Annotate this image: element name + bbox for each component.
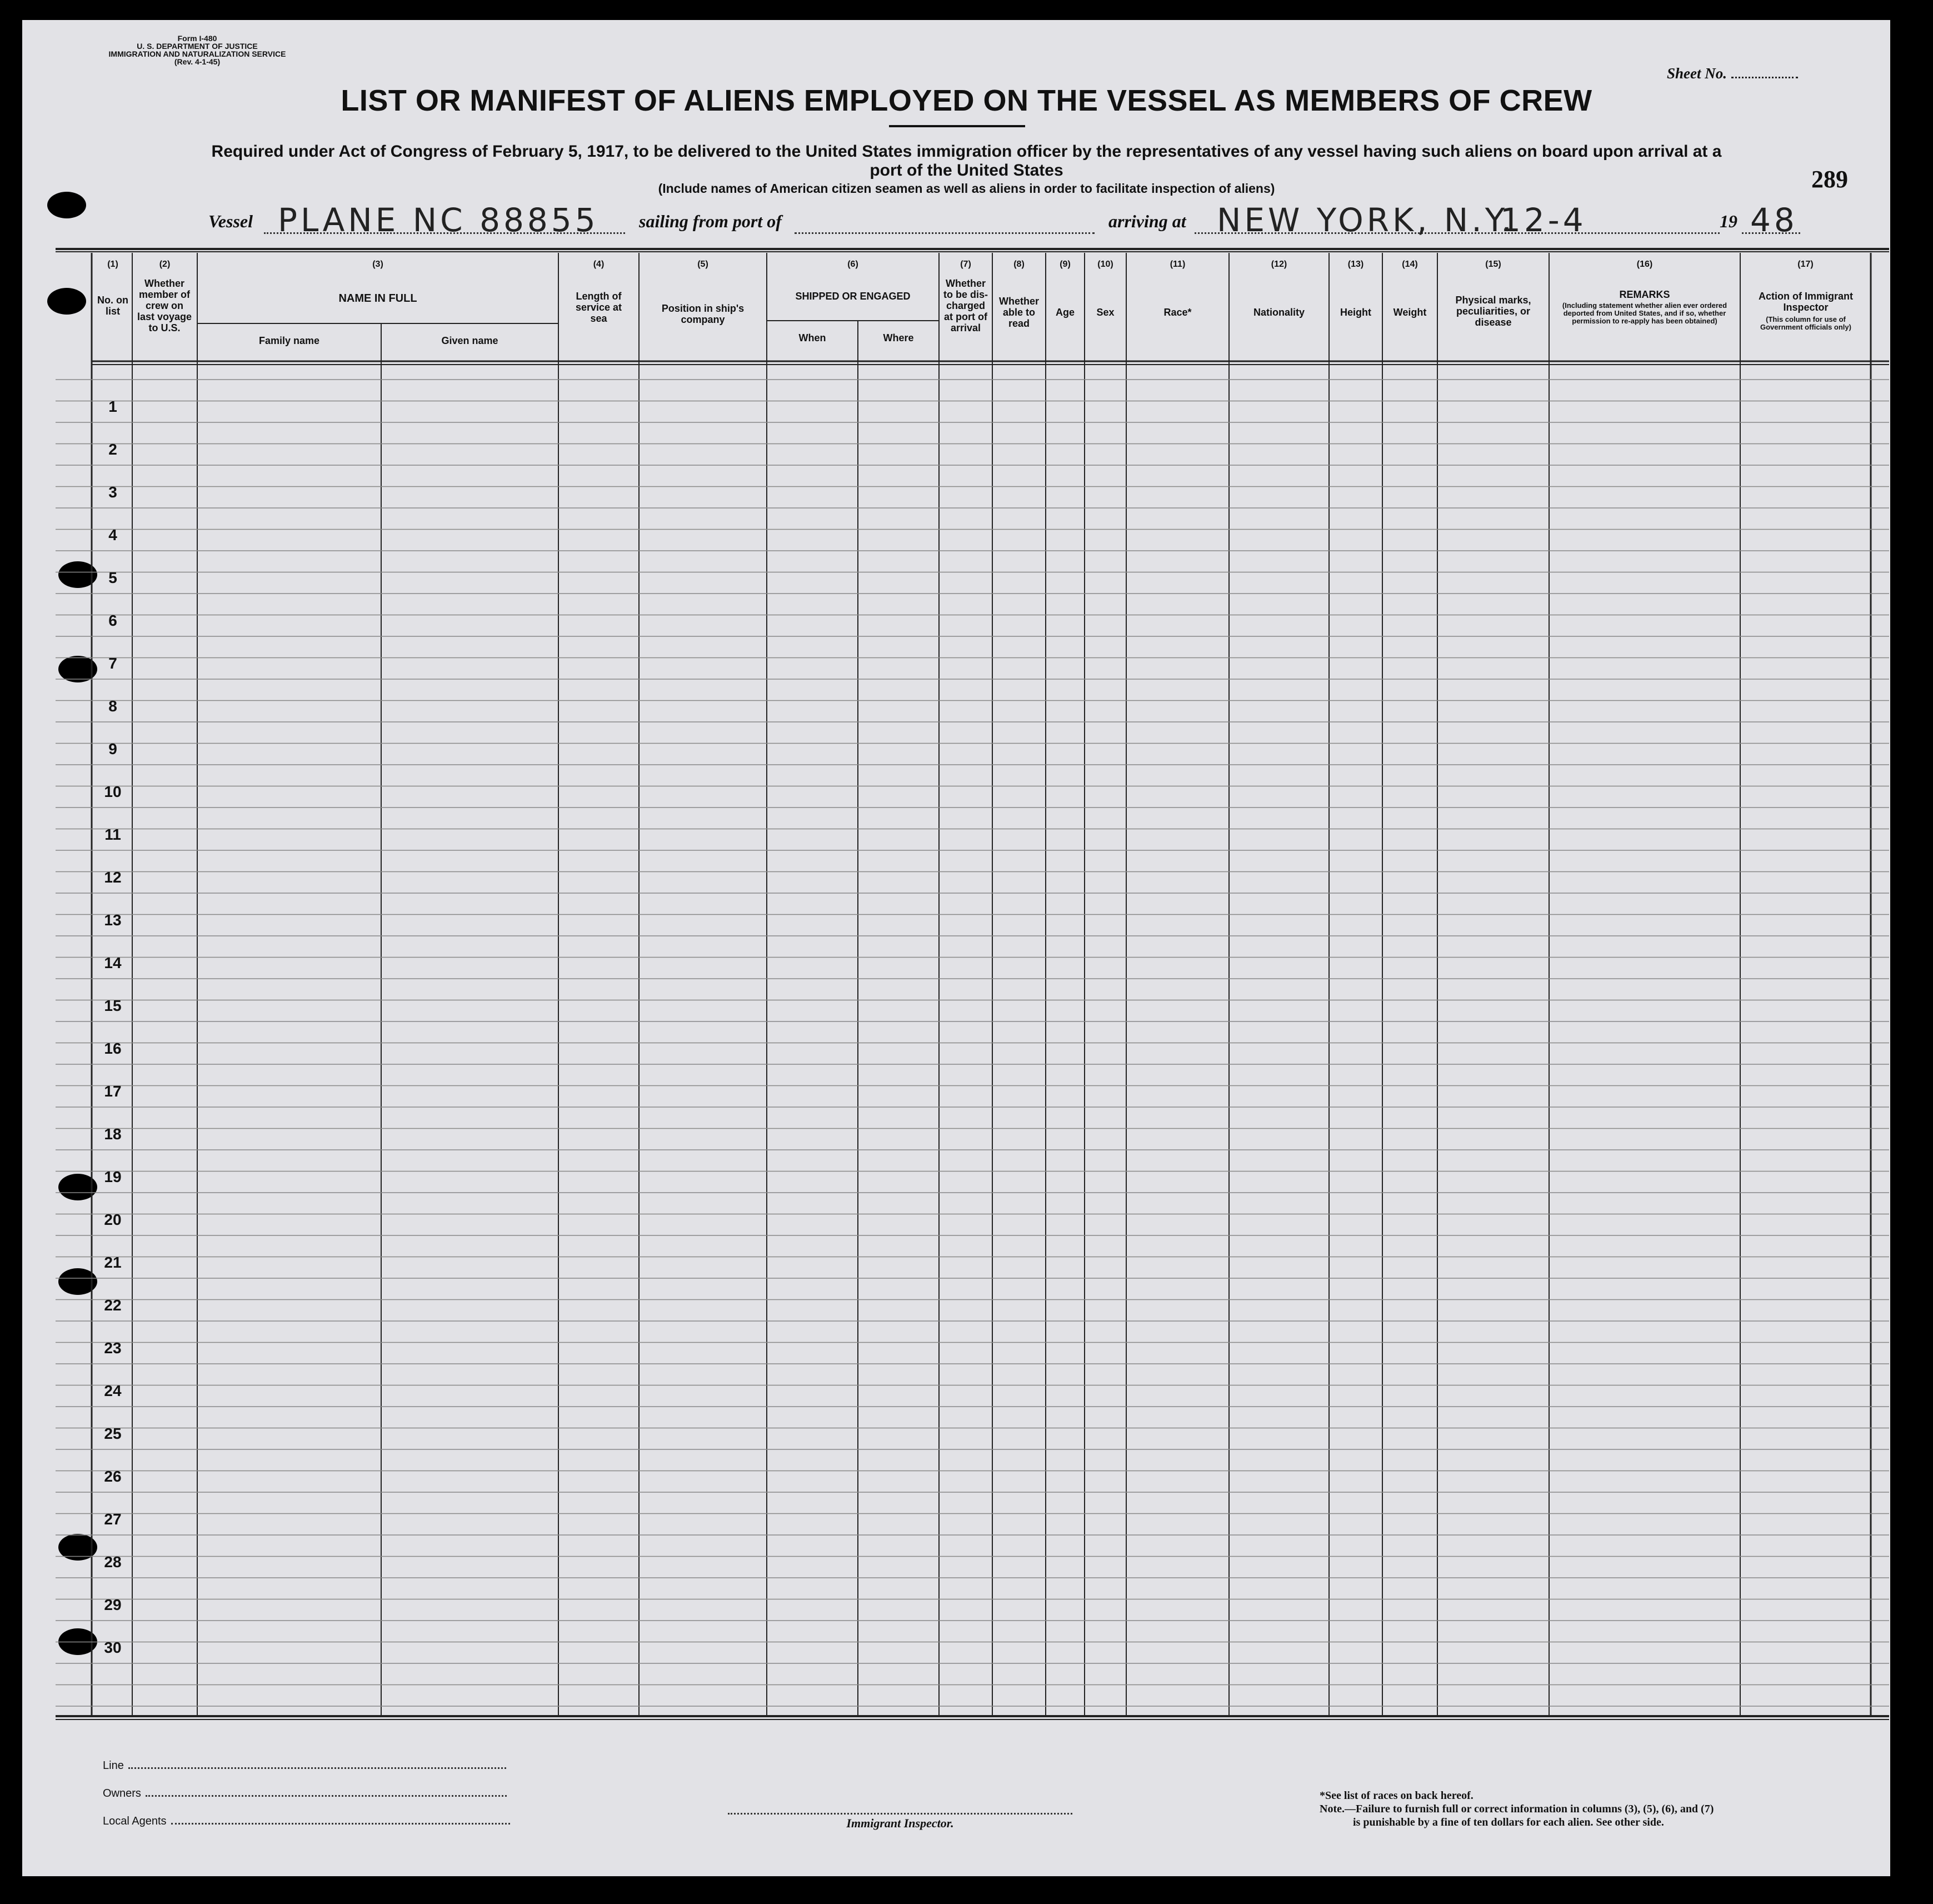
row-number: 26 [104,1468,122,1485]
penalty-note-2: is punishable by a fine of ten dollars for each alien. See other side. [1353,1816,1664,1828]
col-16-num: (16) [1636,260,1653,269]
col-15-num: (15) [1485,260,1501,269]
vessel-label: Vessel [208,211,253,231]
form-dept: U. S. DEPARTMENT OF JUSTICE [137,42,258,51]
row-number: 11 [104,826,121,843]
subtitle-line-1: Required under Act of Congress of February 5, 1917, to be delivered to the United States immigration officer by the representatives of any vessel having such aliens on board upon arrival at a [211,142,1722,161]
form-rev: (Rev. 4-1-45) [174,57,221,66]
col-3-label: NAME IN FULL [338,292,417,305]
col-2-label: Whether member of crew on last voyage to U.S. [137,278,192,333]
col-10-num: (10) [1097,260,1113,269]
col-2-num: (2) [159,260,171,269]
family-name-header: Family name [258,335,320,346]
col-11-label: Race* [1163,307,1192,318]
col-1-num: (1) [107,260,118,269]
col-17-num: (17) [1797,260,1814,269]
form-number: Form I-480 [177,34,217,43]
row-number: 19 [104,1168,122,1185]
row-number: 27 [104,1511,122,1528]
row-number: 22 [104,1297,122,1314]
col-7-num: (7) [960,260,971,269]
row-number: 8 [108,697,117,715]
owners-field[interactable] [103,1787,507,1800]
row-number: 6 [108,612,117,629]
local-agents-label: Local Agents [103,1815,167,1827]
penalty-note [1320,1803,1714,1816]
row-number: 2 [108,441,117,458]
col-12-label: Nationality [1253,307,1305,318]
row-number: 29 [104,1596,122,1613]
year-prefix: 19 [1720,211,1737,231]
col-12-num: (12) [1271,260,1287,269]
action-note: (This column for use of Government officials only) [1760,315,1851,331]
given-name-header: Given name [441,335,498,346]
row-number: 13 [104,911,122,929]
when-header: When [798,332,826,343]
col-4-num: (4) [593,260,605,269]
form-service: IMMIGRATION AND NATURALIZATION SERVICE [108,49,286,58]
row-number: 24 [104,1382,122,1399]
col-5-num: (5) [697,260,708,269]
arriving-label: arriving at [1108,211,1186,231]
inspector-label: Immigrant Inspector. [846,1816,954,1830]
row-number: 3 [108,484,117,501]
row-number: 25 [104,1425,122,1442]
row-number: 5 [108,569,117,586]
line-label: Line [103,1760,124,1772]
row-number: 17 [104,1083,122,1100]
col-3-num: (3) [372,260,383,269]
col-10-label: Sex [1096,307,1115,318]
local-agents-field[interactable] [103,1815,510,1828]
row-number: 4 [108,526,117,544]
row-number: 10 [104,783,122,800]
row-number: 7 [108,655,117,672]
col-11-num: (11) [1170,260,1186,269]
arrival-year-field[interactable]: 48 [1750,201,1798,239]
races-note: *See list of races on back hereof. [1320,1790,1474,1802]
col-6-label: SHIPPED OR ENGAGED [795,291,911,302]
remarks-note: (Including statement whether alien ever ordered deported from United States, and if so, whether permission to re-apply has been obtained) [1562,301,1727,325]
subtitle-note: (Include names of American citizen seamen as well as aliens in order to facilitate inspection of aliens) [658,181,1275,196]
col-14-num: (14) [1402,260,1418,269]
row-number: 28 [104,1553,122,1571]
row-number: 20 [104,1211,122,1228]
row-number: 1 [108,398,117,415]
sailing-label: sailing from port of [639,211,782,231]
col-15-label: Physical marks, peculiarities, or disease [1455,295,1531,328]
arriving-port-field[interactable]: NEW YORK, N.Y. [1217,201,1515,239]
col-16-label: REMARKS [1619,289,1670,300]
arrival-date-field[interactable]: 12-4 [1500,201,1587,239]
col-9-label: Age [1055,307,1075,318]
row-number: 15 [104,997,122,1014]
col-9-num: (9) [1060,260,1071,269]
col-7-label: Whether to be dis-charged at port of arrival [943,278,988,333]
col-4-label: Length of service at sea [575,291,622,324]
row-number: 18 [104,1125,122,1143]
subtitle-line-2: port of the United States [870,161,1063,180]
page-number: 289 [1811,166,1848,193]
row-number: 16 [104,1040,122,1057]
note-label: Note. [1320,1803,1345,1815]
col-14-label: Weight [1393,307,1427,318]
row-number: 23 [104,1339,122,1357]
row-number: 9 [108,740,117,757]
page-title: LIST OR MANIFEST OF ALIENS EMPLOYED ON THE VESSEL AS MEMBERS OF CREW [341,84,1592,117]
col-8-label: Whether able to read [999,296,1039,329]
col-13-label: Height [1340,307,1371,318]
col-6-num: (6) [847,260,858,269]
line-field[interactable] [103,1760,506,1772]
col-13-num: (13) [1347,260,1364,269]
col-5-label: Position in ship's company [661,303,745,325]
inspector-signature-field[interactable] [728,1804,1072,1815]
row-number: 14 [104,954,122,971]
owners-label: Owners [103,1787,141,1800]
col-1-label: No. on list [97,295,128,317]
row-number: 21 [104,1254,122,1271]
sheet-number-label: Sheet No. [1667,65,1727,82]
col-17-label: Action of Immigrant Inspector [1759,291,1853,313]
note-text: —Failure to furnish full or correct information in columns (3), (5), (6), and (7) [1344,1803,1714,1815]
row-number: 12 [104,869,122,886]
col-8-num: (8) [1013,260,1025,269]
vessel-name-field[interactable]: PLANE NC 88855 [278,201,599,239]
where-header: Where [883,332,914,343]
row-number: 30 [104,1639,122,1656]
